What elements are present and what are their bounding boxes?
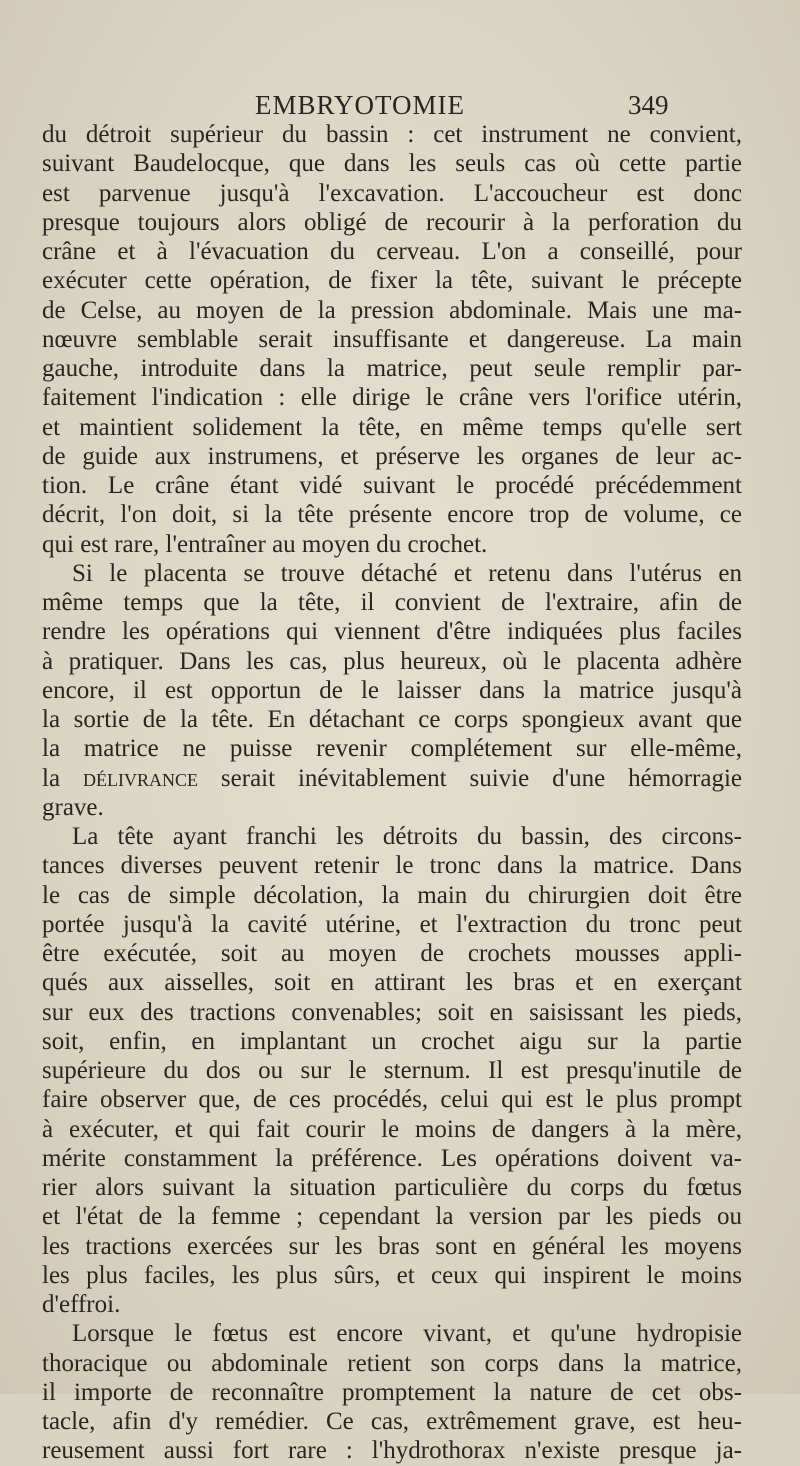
text-line: le cas de simple décolation, la main du chirurgien doit être xyxy=(42,881,742,909)
text-line: la sortie de la tête. En détachant ce corps spongieux avant que xyxy=(42,706,742,733)
text-line: supérieure du dos ou sur le sternum. Il est presqu'inutile de xyxy=(42,1057,742,1084)
text-line: La tête ayant franchi les détroits du bassin, des circons- xyxy=(72,823,742,850)
text-line: tacle, afin d'y remédier. Ce cas, extrêmement grave, est heu- xyxy=(42,1408,742,1435)
text-line: et maintient solidement la tête, en même temps qu'elle sert xyxy=(42,413,742,441)
text-line: thoracique ou abdominale retient son corps dans la matrice, xyxy=(42,1349,742,1377)
text-line: grave. xyxy=(42,793,104,821)
text-line: sur eux des tractions convenables; soit en saisissant les pieds, xyxy=(42,998,742,1026)
text-line: qui est rare, l'entraîner au moyen du crochet. xyxy=(42,530,488,558)
text-line: du détroit supérieur du bassin : cet instrument ne convient, xyxy=(42,121,742,148)
page-header xyxy=(0,90,800,124)
text-line: presque toujours alors obligé de recourir à la perforation du xyxy=(42,208,742,236)
text-line: il importe de reconnaître promptement la nature de cet obs- xyxy=(42,1378,742,1406)
text-line: est parvenue jusqu'à l'excavation. L'accoucheur est donc xyxy=(42,179,742,207)
text-line: à exécuter, et qui fait courir le moins de dangers à la mère, xyxy=(42,1115,742,1143)
text-line: faire observer que, de ces procédés, celui qui est le plus prompt xyxy=(42,1086,742,1114)
text-line: faitement l'indication : elle dirige le crâne vers l'orifice utérin, xyxy=(42,384,742,412)
text-line: tances diverses peuvent retenir le tronc dans la matrice. Dans xyxy=(42,852,742,880)
text-line: encore, il est opportun de le laisser dans la matrice jusqu'à xyxy=(42,676,742,704)
text-line: reusement aussi fort rare : l'hydrothorax n'existe presque ja- xyxy=(42,1437,742,1465)
text-line: Lorsque le fœtus est encore vivant, et qu'une hydropisie xyxy=(72,1320,742,1348)
body-text xyxy=(42,120,742,1466)
text-line: de Celse, au moyen de la pression abdominale. Mais une ma- xyxy=(42,296,742,324)
text-line: gauche, introduite dans la matrice, peut seule remplir par- xyxy=(42,355,742,382)
text-line-with-smallcaps xyxy=(42,764,742,793)
text-line: et l'état de la femme ; cependant la version par les pieds ou xyxy=(42,1203,742,1231)
text-line: les tractions exercées sur les bras sont en général les moyens xyxy=(42,1232,742,1260)
text-line: soit, enfin, en implantant un crochet aigu sur la partie xyxy=(42,1027,742,1055)
page-number: 349 xyxy=(628,90,669,120)
text-fragment: serait inévitablement suivie d'une hémorragie xyxy=(197,764,742,792)
text-line: décrit, l'on doit, si la tête présente encore trop de volume, ce xyxy=(42,501,742,529)
text-fragment: la xyxy=(42,764,83,792)
text-line: exécuter cette opération, de fixer la tête, suivant le précepte xyxy=(42,267,742,295)
text-line: rier alors suivant la situation particulière du corps du fœtus xyxy=(42,1174,742,1201)
text-line: portée jusqu'à la cavité utérine, et l'extraction du tronc peut xyxy=(42,910,742,938)
text-line: suivant Baudelocque, que dans les seuls cas où cette partie xyxy=(42,150,742,178)
text-line: la matrice ne puisse revenir complétement sur elle-même, xyxy=(42,735,742,763)
text-line: être exécutée, soit au moyen de crochets mousses appli- xyxy=(42,940,742,967)
text-line: à pratiquer. Dans les cas, plus heureux, où le placenta adhère xyxy=(42,647,742,675)
text-line: mérite constamment la préférence. Les opérations doivent va- xyxy=(42,1144,742,1172)
text-line: les plus faciles, les plus sûrs, et ceux qui inspirent le moins xyxy=(42,1261,742,1289)
text-line: nœuvre semblable serait insuffisante et dangereuse. La main xyxy=(42,325,742,353)
text-line: d'effroi. xyxy=(42,1291,121,1318)
text-line: Si le placenta se trouve détaché et retenu dans l'utérus en xyxy=(72,559,742,587)
smallcaps-term: délivrance xyxy=(82,764,198,792)
text-line: tion. Le crâne étant vidé suivant le procédé précédemment xyxy=(42,472,742,499)
text-line: rendre les opérations qui viennent d'être indiquées plus faciles xyxy=(42,618,742,646)
text-line: même temps que la tête, il convient de l'extraire, afin de xyxy=(42,589,742,616)
text-line: de guide aux instrumens, et préserve les organes de leur ac- xyxy=(42,442,742,470)
running-title: EMBRYOTOMIE xyxy=(255,90,466,120)
text-line: qués aux aisselles, soit en attirant les bras et en exerçant xyxy=(42,969,742,997)
text-line: crâne et à l'évacuation du cerveau. L'on a conseillé, pour xyxy=(42,238,742,265)
